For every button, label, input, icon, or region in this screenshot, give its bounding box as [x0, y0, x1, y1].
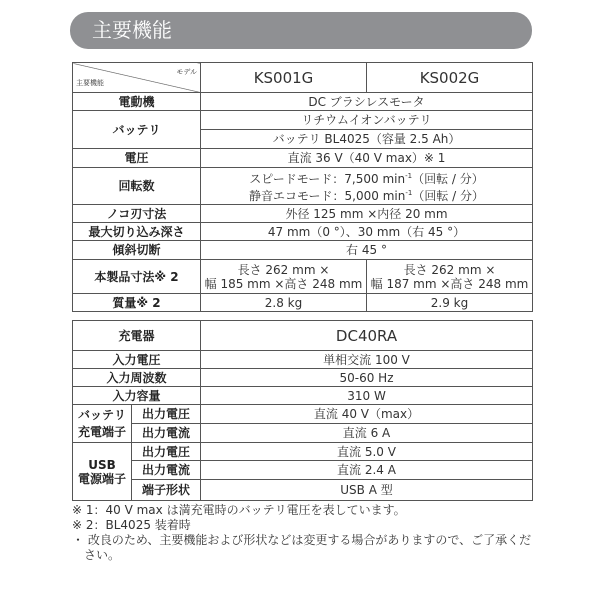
corner-cell [73, 63, 201, 93]
rpm-speed: スピードモード：7,500 min [249, 172, 406, 186]
row-label: 出力電流 [132, 461, 201, 480]
sup: -1 [405, 189, 413, 197]
row-label: 質量※ 2 [73, 294, 201, 312]
row-value: 2.9 kg [367, 294, 533, 312]
dim-line: 幅 187 mm ×高さ 248 mm [370, 276, 529, 291]
corner-top: モデル [176, 68, 197, 76]
row-label: 出力電圧 [132, 443, 201, 461]
row-label: 出力電流 [132, 424, 201, 443]
row-value: 右 45 ° [201, 241, 533, 260]
unit: （回転 / 分） [412, 189, 484, 203]
sup: -1 [405, 172, 413, 180]
row-value: 直流 5.0 V [201, 443, 533, 461]
row-label: 電圧 [73, 149, 201, 168]
section-title: 主要機能 [70, 12, 532, 49]
unit: （回転 / 分） [412, 172, 484, 186]
footnotes [72, 503, 542, 563]
row-label: 入力電圧 [73, 351, 201, 369]
dim-line: 長さ 262 mm × [403, 262, 496, 277]
note: ※ 1：40 V max は満充電時のバッテリ電圧を表しています。 [72, 503, 406, 517]
row-value: 2.8 kg [201, 294, 367, 312]
row-label: 入力周波数 [73, 369, 201, 387]
row-label: 端子形状 [132, 480, 201, 501]
dim-line: 幅 185 mm ×高さ 248 mm [204, 276, 363, 291]
row-value: バッテリ BL4025（容量 2.5 Ah） [201, 130, 533, 149]
row-label: 回転数 [73, 168, 201, 205]
row-value: 直流 40 V（max） [201, 405, 533, 424]
row-value: 直流 2.4 A [201, 461, 533, 480]
note: ※ 2：BL4025 装着時 [72, 518, 191, 532]
model-2: KS002G [367, 63, 533, 93]
usb-label: 電源端子 [77, 471, 126, 486]
row-value: 外径 125 mm ×内径 20 mm [201, 205, 533, 223]
row-label: 本製品寸法※ 2 [73, 260, 201, 294]
row-label: 充電器 [73, 321, 201, 351]
corner-bottom: 主要機能 [76, 79, 104, 87]
row-value [201, 168, 533, 205]
rpm-eco: 静音エコモード：5,000 min [249, 189, 406, 203]
group-label: バッテリ充電端子 [73, 405, 132, 443]
row-value: DC ブラシレスモータ [201, 93, 533, 111]
dim-line: 長さ 262 mm × [237, 262, 330, 277]
row-value: 直流 6 A [201, 424, 533, 443]
spec-table [72, 62, 533, 312]
row-value [201, 260, 367, 294]
row-value [367, 260, 533, 294]
row-label: 入力容量 [73, 387, 201, 405]
charger-model: DC40RA [201, 321, 533, 351]
row-value: USB A 型 [201, 480, 533, 501]
usb-label: USB [88, 457, 116, 472]
row-value: 50-60 Hz [201, 369, 533, 387]
note: ・ 改良のため、主要機能および形状などは変更する場合がありますので、ご了承ください。 [72, 533, 532, 562]
row-value: リチウムイオンバッテリ [201, 111, 533, 130]
row-value: 直流 36 V（40 V max）※ 1 [201, 149, 533, 168]
row-label: バッテリ [73, 111, 201, 149]
charger-table [72, 320, 533, 501]
row-label: 傾斜切断 [73, 241, 201, 260]
row-value: 310 W [201, 387, 533, 405]
group-label [73, 443, 132, 501]
row-value: 単相交流 100 V [201, 351, 533, 369]
row-label: 最大切り込み深さ [73, 223, 201, 241]
row-label: 出力電圧 [132, 405, 201, 424]
row-label: 電動機 [73, 93, 201, 111]
row-label: ノコ刃寸法 [73, 205, 201, 223]
model-1: KS001G [201, 63, 367, 93]
row-value: 47 mm（0 °）、30 mm（右 45 °） [201, 223, 533, 241]
